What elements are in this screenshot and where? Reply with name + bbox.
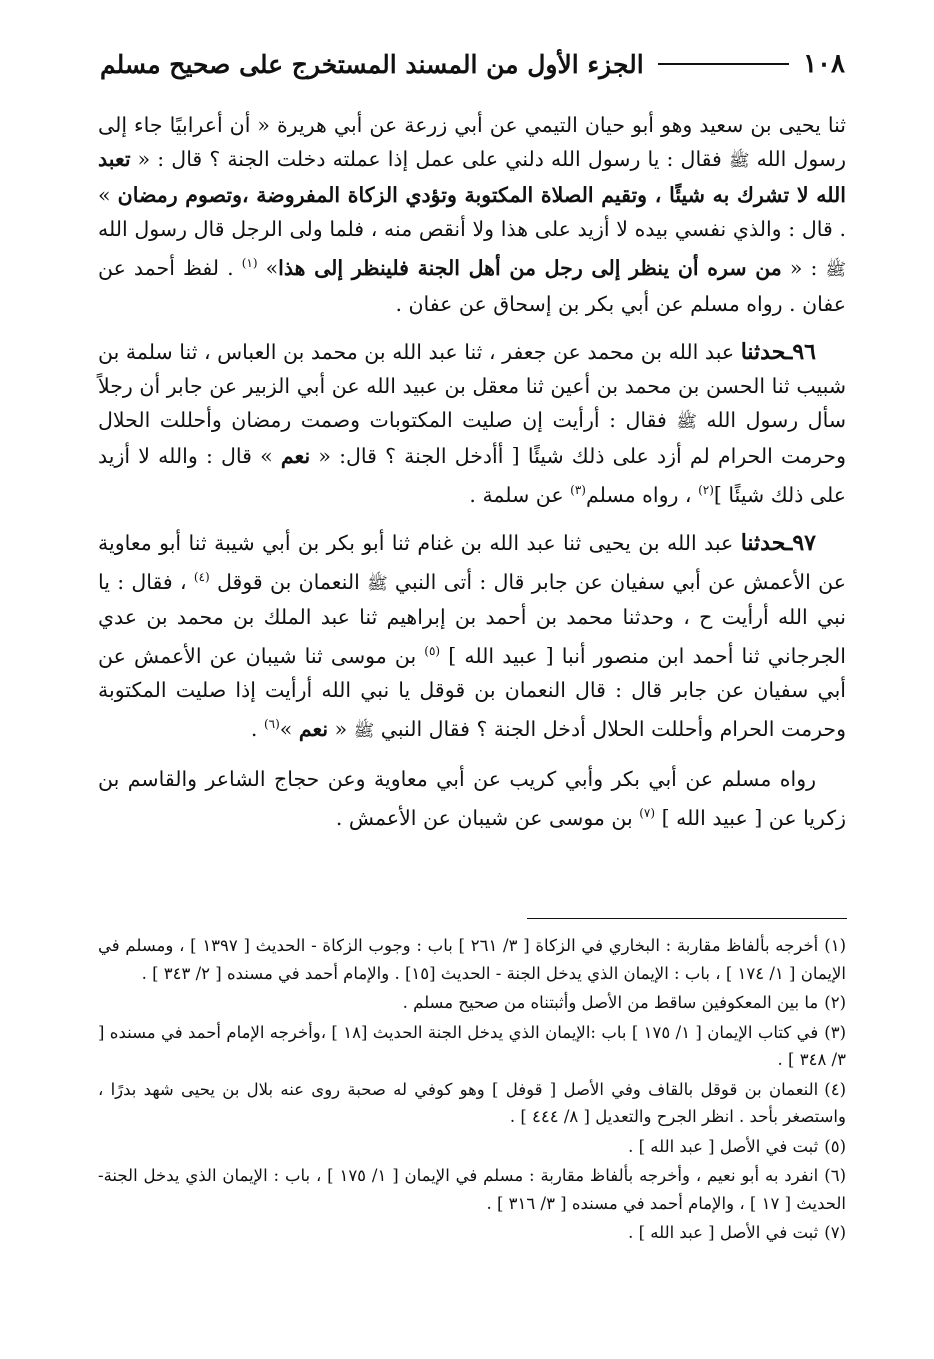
- text-run: فقال : يا رسول الله دلني على عمل إذا عملته دخلت الجنة ؟ قال : «: [130, 147, 729, 171]
- text-run: عبد الله بن يحيى ثنا عبد الله بن غنام ثنا أبو بكر بن أبي شيبة ثنا أبو معاوية عن الأعمش عن أبي سفيان عن جابر قال : أتى النبي: [98, 530, 846, 594]
- footnotes: [98, 932, 846, 1249]
- text-run: النعمان بن قوقل: [209, 569, 368, 594]
- footnote-7: [98, 1219, 846, 1247]
- text-run: »: [257, 255, 279, 280]
- footnote-ref: (٢): [698, 482, 714, 497]
- bold-quote: نعم: [280, 443, 311, 468]
- text-run: » قال : والله لا أزيد على ذلك شيئًا ]: [98, 443, 846, 507]
- text-run: »: [279, 717, 299, 742]
- footnote-text: ثبت في الأصل [ عبد الله ] .: [628, 1136, 819, 1156]
- footnote-ref: (١): [241, 256, 258, 270]
- footnote-ref: (٣): [570, 482, 586, 497]
- text-run: ، فقال : يا نبي الله أرأيت ح ، وحدثنا محمد بن أحمد بن إبراهيم ثنا عبد الملك بن محمد بن عدي الجرجاني ثنا أحمد ابن منصور أنبا [ عبيد الله ]: [98, 569, 846, 669]
- bold-quote: تعبد الله لا تشرك به شيئًا ، وتقيم الصلاة المكتوبة وتؤدي الزكاة المفروضة ،وتصوم رمضان: [98, 147, 847, 207]
- page-header: [100, 40, 845, 88]
- text-run: عبد الله بن محمد عن جعفر ، ثنا عبد الله بن محمد بن العباس ، ثنا سلمة بن شبيب ثنا الحسن بن محمد بن أعين ثنا معقل بن عبيد الله عن أبي الزبير عن جابر أن رجلاً سأل رسول الله: [98, 339, 846, 432]
- text-run: بن موسى ثنا شيبان عن الأعمش عن أبي سفيان عن جابر قال : قال النعمان بن قوقل يا نبي الله أرأيت إذا صليت المكتوبة وحرمت الحرام وأحللت الحلال أدخل الجنة ؟ فقال النبي: [98, 644, 846, 742]
- footnote-text: ثبت في الأصل [ عبد الله ] .: [628, 1223, 819, 1242]
- salawat-glyph: ﷺ: [825, 259, 846, 280]
- footnote-6: [98, 1162, 846, 1217]
- intro-paragraph: [98, 108, 846, 321]
- text-run: بن موسى عن شيبان عن الأعمش .: [335, 805, 640, 830]
- running-title: الجزء الأول من المسند المستخرج على صحيح مسلم: [100, 49, 644, 79]
- text-run: : «: [781, 255, 826, 280]
- text-run: فقال : أرأيت إن صليت المكتوبات وصمت رمضان وأحللت الحلال وحرمت الحرام لم أزد على ذلك شيئًا [ أأدخل الجنة ؟ قال: «: [98, 407, 846, 468]
- text-run: رواه مسلم عن أبي بكر وأبي كريب عن أبي معاوية وعن حجاج الشاعر والقاسم بن زكريا عن [ عبيد الله ]: [98, 767, 846, 830]
- footnote-number: (٣): [824, 1022, 847, 1042]
- footnote-text: انفرد به أبو نعيم ، وأخرجه بألفاظ مقاربة : مسلم في الإيمان [ ١/ ١٧٥ ] ، باب : الإيمان الذي يدخل الجنة- الحديث [ ١٧ ] ، والإمام أحمد في مسنده [ ٣/ ٣١٦ ] .: [98, 1166, 846, 1213]
- footnote-text: ما بين المعكوفين ساقط من الأصل وأثبتناه من صحيح مسلم .: [402, 993, 819, 1012]
- salawat-glyph: ﷺ: [367, 573, 388, 594]
- salawat-glyph: ﷺ: [676, 411, 697, 432]
- footnote-4: [98, 1076, 846, 1131]
- text-run: . لفظ أحمد عن عفان . رواه مسلم عن أبي بكر بن إسحاق عن عفان .: [98, 255, 846, 316]
- hadith-97: [98, 526, 846, 748]
- text-run: «: [328, 717, 354, 742]
- bold-quote: من سره أن ينظر إلى رجل من أهل الجنة فلينظر إلى هذا: [278, 255, 782, 280]
- footnote-ref: (٥): [424, 644, 441, 659]
- hadith-number: ٩٦ـ: [785, 338, 816, 365]
- footnote-number: (٦): [824, 1166, 846, 1185]
- footnote-number: (٥): [824, 1136, 846, 1156]
- footnote-5: [98, 1133, 846, 1161]
- footnote-separator: [527, 918, 847, 919]
- bold-quote: نعم: [298, 717, 329, 742]
- footnote-text: أخرجه بألفاظ مقاربة : البخاري في الزكاة [ ٣/ ٢٦١ ] باب : وجوب الزكاة - الحديث [ ١٣٩٧ ] ، ومسلم في الإيمان [ ١/ ١٧٤ ] ، باب : الإيمان الذي يدخل الجنة - الحديث [١٥] . والإمام أحمد في مسنده [ ٢/ ٣٤٣ ] .: [98, 936, 846, 983]
- text-run: .: [250, 717, 264, 742]
- text-run: عن سلمة .: [469, 482, 571, 507]
- haddathana-heading: حدثنا: [740, 338, 786, 365]
- text-run: ثنا يحيى بن سعيد وهو أبو حيان التيمي عن أبي زرعة عن أبي هريرة « أن أعرابيًا جاء إلى رسول الله: [98, 113, 846, 171]
- footnote-number: (٤): [824, 1079, 846, 1099]
- footnote-text: في كتاب الإيمان [ ١/ ١٧٥ ] باب :الإيمان الذي يدخل الجنة الحديث [١٨ ] ،وأخرجه الإمام أحمد في مسنده [ ٣/ ٣٤٨ ] .: [98, 1022, 846, 1069]
- footnote-2: [98, 989, 846, 1017]
- main-text: [98, 108, 846, 849]
- footnote-ref: (٧): [639, 806, 656, 821]
- text-run: » . قال : والذي نفسي بيده لا أزيد على هذا ولا أنقص منه ، فلما ولى الرجل قال رسول الله: [98, 183, 846, 241]
- salawat-glyph: ﷺ: [728, 151, 750, 171]
- header-rule: [658, 63, 789, 65]
- footnote-1: [98, 932, 846, 987]
- text-run: ، رواه مسلم: [585, 482, 699, 507]
- closing-paragraph: [98, 762, 846, 835]
- footnote-number: (١): [824, 936, 846, 955]
- page-number: ١٠٨: [803, 49, 845, 79]
- footnote-3: [98, 1019, 846, 1074]
- footnote-number: (٧): [824, 1223, 846, 1242]
- hadith-number: ٩٧ـ: [785, 529, 816, 556]
- footnote-text: النعمان بن قوقل بالقاف وفي الأصل [ قوفل ] وهو كوفي له صحبة روى عنه بلال بن يحيى شهد بدرًا ، واستصغر بأحد . انظر الجرح والتعديل [ ٨/ ٤٤٤ ] .: [98, 1079, 846, 1126]
- haddathana-heading: حدثنا: [740, 529, 786, 556]
- hadith-96: [98, 335, 846, 512]
- footnote-number: (٢): [824, 993, 846, 1012]
- salawat-glyph: ﷺ: [353, 721, 375, 742]
- footnote-ref: (٦): [263, 717, 280, 732]
- footnote-ref: (٤): [193, 569, 210, 584]
